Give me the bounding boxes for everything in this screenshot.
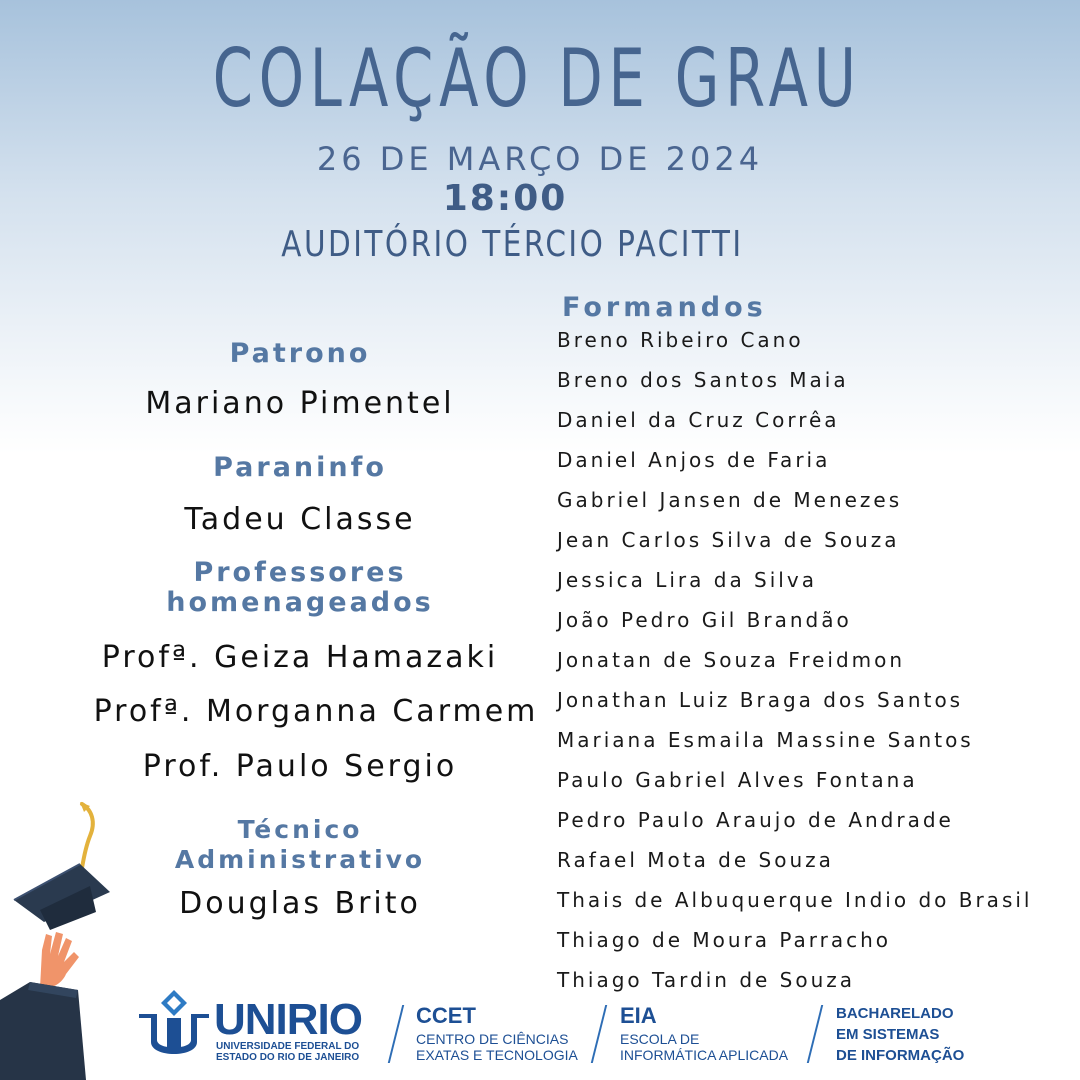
list-item: Gabriel Jansen de Menezes xyxy=(557,488,903,512)
list-item: Thais de Albuquerque Indio do Brasil xyxy=(557,888,1033,912)
list-item: Mariana Esmaila Massine Santos xyxy=(557,728,974,752)
list-item: Jean Carlos Silva de Souza xyxy=(557,528,900,552)
unirio-logo-icon xyxy=(137,988,211,1064)
ccet-full-name xyxy=(416,1031,578,1063)
list-item: Paulo Gabriel Alves Fontana xyxy=(557,768,918,792)
professores-label xyxy=(0,558,600,618)
bsi-line-2: EM SISTEMAS xyxy=(836,1026,940,1043)
unirio-subtitle xyxy=(216,1041,359,1063)
list-item: Thiago Tardin de Souza xyxy=(557,968,856,992)
tecnico-label-line-1: Técnico xyxy=(237,815,363,844)
unirio-wordmark: UNIRIO xyxy=(214,995,362,1044)
list-item: Jonatan de Souza Freidmon xyxy=(557,648,906,672)
professores-label-line-2: homenageados xyxy=(166,587,434,618)
patrono-label: Patrono xyxy=(229,338,371,369)
event-venue: AUDITÓRIO TÉRCIO PACITTI xyxy=(281,224,744,265)
event-time: 18:00 xyxy=(442,178,568,219)
professor-name: Prof. Paulo Sergio xyxy=(142,749,458,784)
list-item: Daniel Anjos de Faria xyxy=(557,448,831,472)
list-item: Jonathan Luiz Braga dos Santos xyxy=(557,688,964,712)
list-item: Breno dos Santos Maia xyxy=(557,368,849,392)
formandos-list xyxy=(557,324,1032,1004)
eia-abbr: EIA xyxy=(620,1003,657,1028)
divider xyxy=(807,1005,823,1063)
patrono-name: Mariano Pimentel xyxy=(145,386,455,421)
list-item: Pedro Paulo Araujo de Andrade xyxy=(557,808,954,832)
paraninfo-label: Paraninfo xyxy=(213,452,387,483)
eia-line-2: INFORMÁTICA APLICADA xyxy=(620,1047,789,1063)
formandos-title: Formandos xyxy=(562,292,767,323)
list-item: Thiago de Moura Parracho xyxy=(557,928,892,952)
unirio-subtitle-line-2: ESTADO DO RIO DE JANEIRO xyxy=(216,1052,360,1063)
list-item: João Pedro Gil Brandão xyxy=(557,608,852,632)
list-item: Daniel da Cruz Corrêa xyxy=(557,408,840,432)
bsi-course-name xyxy=(836,1003,964,1066)
divider xyxy=(591,1005,607,1063)
professor-name: Profª. Morganna Carmem xyxy=(93,694,539,729)
footer-logos xyxy=(0,985,1080,1080)
event-title: COLAÇÃO DE GRAU xyxy=(212,32,862,125)
professor-name: Profª. Geiza Hamazaki xyxy=(101,640,499,675)
ccet-abbr: CCET xyxy=(416,1003,476,1028)
bsi-line-3: DE INFORMAÇÃO xyxy=(836,1047,965,1064)
list-item: Rafael Mota de Souza xyxy=(557,848,834,872)
list-item: Jessica Lira da Silva xyxy=(557,568,817,592)
ccet-line-2: EXATAS E TECNOLOGIA xyxy=(416,1047,578,1063)
tecnico-label-line-2: Administrativo xyxy=(174,845,426,874)
eia-line-1: ESCOLA DE xyxy=(620,1031,700,1047)
divider xyxy=(388,1005,404,1063)
unirio-subtitle-line-1: UNIVERSIDADE FEDERAL DO xyxy=(216,1041,360,1052)
graduation-cap-icon xyxy=(10,800,120,940)
bsi-line-1: BACHARELADO xyxy=(836,1005,954,1022)
eia-full-name xyxy=(620,1031,788,1063)
tecnico-name: Douglas Brito xyxy=(179,886,421,921)
paraninfo-name: Tadeu Classe xyxy=(184,502,416,537)
list-item: Breno Ribeiro Cano xyxy=(557,328,804,352)
ccet-line-1: CENTRO DE CIÊNCIAS xyxy=(416,1031,569,1047)
professores-label-line-1: Professores xyxy=(193,557,407,588)
event-date: 26 DE MARÇO DE 2024 xyxy=(316,140,764,178)
